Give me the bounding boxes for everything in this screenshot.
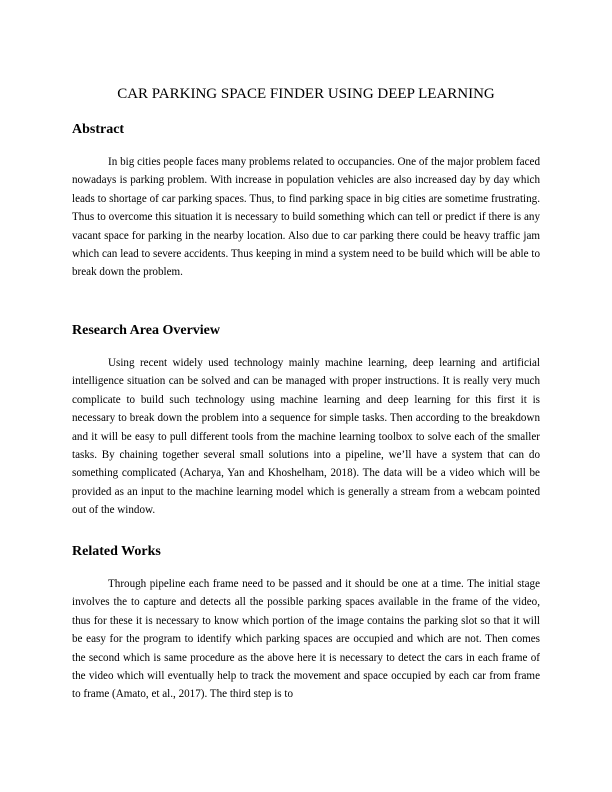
document-title: CAR PARKING SPACE FINDER USING DEEP LEARNING [117,86,495,102]
section-body-research-area-overview: Using recent widely used technology mainly machine learning, deep learning and artificial intelligence situation can be solved and can be managed with proper instructions. It is really very much complicate to build such technology using machine learning and deep learning for this first it is necessary to break down the problem into a sequence for simple tasks. Then according to the breakdown and it will be easy to pull different tools from the machine learning toolbox to solve each of the smaller tasks. By chaining together several small solutions into a pipeline, we’ll have a system that can do something complicated (Acharya, Yan and Khoshelham, 2018). The data will be a video which will be provided as an input to the machine learning model which is generally a stream from a webcam pointed out of the window. [72,357,540,517]
section-body-related-works: Through pipeline each frame need to be passed and it should be one at a time. The initial stage involves the to capture and detects all the possible parking spaces available in the frame of the video, thus for these it is necessary to know which portion of the image contains the parking slot so that it will be easy for the program to identify which parking spaces are occupied and which are not. Then comes the second which is same procedure as the above here it is necessary to detect the cars in each frame of the video which will eventually help to track the movement and space occupied by each car from frame to frame (Amato, et al., 2017). The third step is to [72,578,540,701]
section-heading-abstract: Abstract [72,122,125,137]
section-heading-related-works: Related Works [72,544,161,559]
section-body-abstract: In big cities people faces many problems related to occupancies. One of the major problem faced nowadays is parking problem. With increase in population vehicles are also increased day by day which leads to shortage of car parking spaces. Thus, to find parking space in big cities are sometime frustrating. Thus to overcome this situation it is necessary to build something which can tell or predict if there is any vacant space for parking in the nearby location. Also due to car parking there could be heavy traffic jam which can lead to severe accidents. Thus keeping in mind a system need to be build which will be able to break down the problem. [72,156,540,279]
section-heading-research-area-overview: Research Area Overview [72,323,220,338]
